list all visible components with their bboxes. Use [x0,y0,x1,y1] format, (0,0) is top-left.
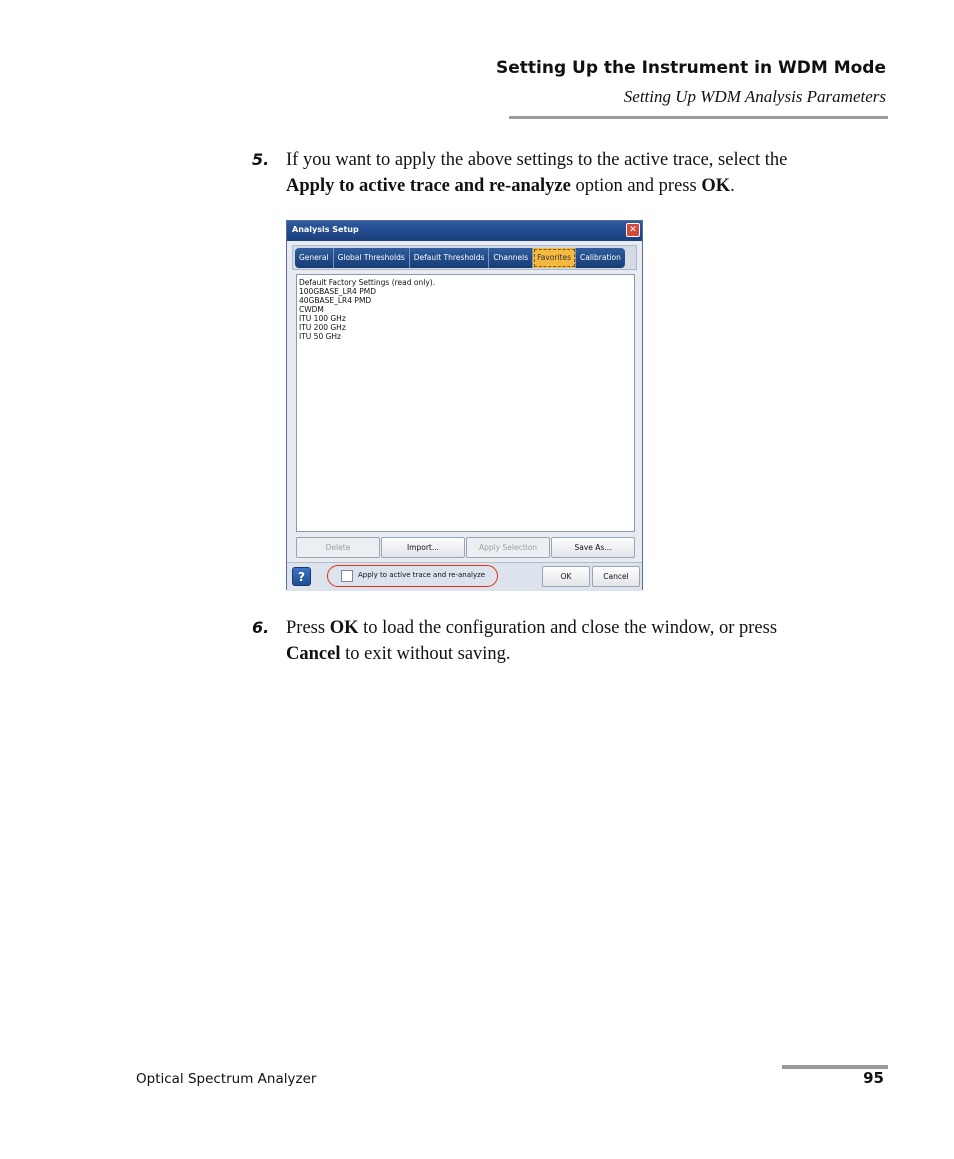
tab-calibration[interactable]: Calibration [576,248,625,268]
list-item[interactable]: 40GBASE_LR4 PMD [299,296,372,305]
dialog-titlebar [287,221,642,241]
footer-product-name: Optical Spectrum Analyzer [136,1071,317,1087]
step-6-ok: OK [329,618,359,638]
analysis-setup-dialog [286,220,643,590]
tab-default-thresholds[interactable]: Default Thresholds [410,248,490,268]
running-header-title: Setting Up the Instrument in WDM Mode [495,58,886,78]
tab-global-thresholds[interactable]: Global Thresholds [334,248,410,268]
favorites-list[interactable] [296,274,635,532]
apply-selection-button[interactable]: Apply Selection [466,537,550,558]
running-header-subtitle: Setting Up WDM Analysis Parameters [623,87,886,106]
apply-to-active-trace-label[interactable]: Apply to active trace and re-analyze [358,571,486,579]
list-item[interactable]: Default Factory Settings (read only). [299,278,436,287]
list-item[interactable]: ITU 200 GHz [299,323,346,332]
help-icon[interactable]: ? [292,567,311,586]
tab-general[interactable]: General [295,248,334,268]
tab-favorites[interactable]: Favorites [533,248,576,268]
delete-button[interactable]: Delete [296,537,380,558]
list-item[interactable]: 100GBASE_LR4 PMD [299,287,376,296]
import-button[interactable]: Import... [381,537,465,558]
step-6-cancel: Cancel [286,644,341,664]
header-rule [509,116,888,119]
tab-strip [292,245,637,270]
step-5-ok: OK [701,176,731,196]
step-5-option-name: Apply to active trace and re-analyze [286,176,571,196]
page-number: 95 [863,1069,884,1087]
apply-to-active-trace-checkbox[interactable] [341,570,353,582]
step-6-text: Press OK to load the configuration and close the window, or press Cancel to exit without saving. [286,618,778,664]
list-item[interactable]: ITU 50 GHz [299,332,341,341]
step-5 [252,147,872,199]
save-as-button[interactable]: Save As... [551,537,635,558]
step-6 [252,615,872,667]
list-item[interactable]: CWDM [299,305,324,314]
list-item[interactable]: ITU 100 GHz [299,314,346,323]
step-5-number: 5. [252,150,270,169]
ok-button[interactable]: OK [542,566,590,587]
cancel-button[interactable]: Cancel [592,566,640,587]
dialog-footer [287,562,642,591]
step-5-text: If you want to apply the above settings to the active trace, select the Apply to active trace and re-analyze option and press OK. [286,150,788,196]
apply-option-highlight [327,565,498,587]
favorites-button-row [296,537,635,559]
dialog-title: Analysis Setup [292,225,359,234]
tab-channels[interactable]: Channels [489,248,533,268]
close-icon[interactable]: ✕ [626,223,640,237]
step-6-number: 6. [252,618,270,637]
